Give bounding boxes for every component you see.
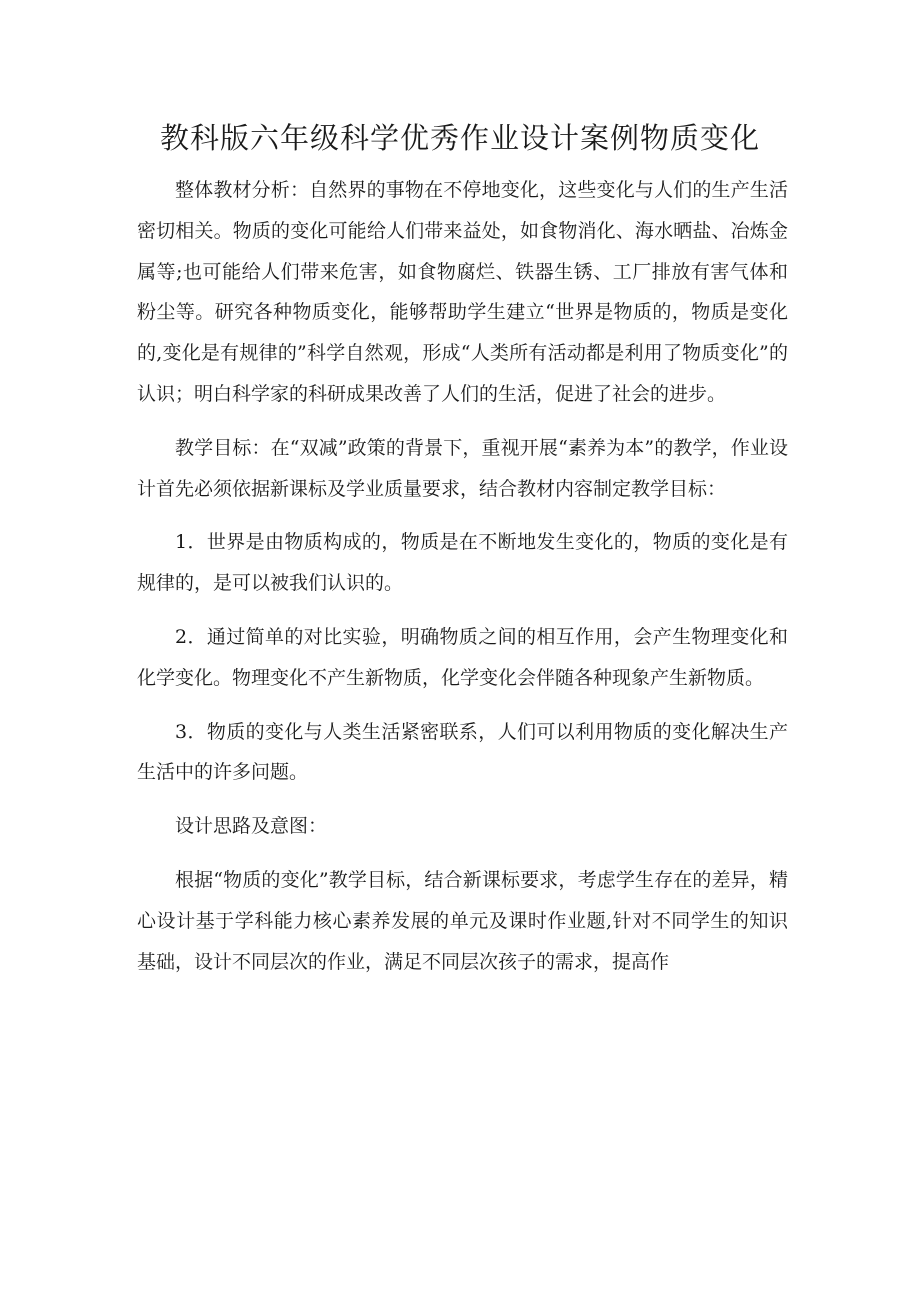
paragraph-goal-3: 3．物质的变化与人类生活紧密联系，人们可以利用物质的变化解决生产生活中的许多问题。 <box>137 720 788 784</box>
document-title: 教科版六年级科学优秀作业设计案例物质变化 <box>159 121 760 155</box>
paragraph-goal-2: 2．通过简单的对比实验，明确物质之间的相互作用，会产生物理变化和化学变化。物理变化不产生新物质，化学变化会伴随各种现象产生新物质。 <box>137 625 788 689</box>
paragraph-teaching-goals: 教学目标：在“双减”政策的背景下，重视开展“素养为本”的教学，作业设计首先必须依据新课标及学业质量要求，结合教材内容制定教学目标： <box>137 436 788 500</box>
paragraph-design-rationale: 根据“物质的变化”教学目标，结合新课标要求，考虑学生存在的差异，精心设计基于学科能力核心素养发展的单元及课时作业题,针对不同学生的知识基础，设计不同层次的作业，满足不同层次孩子的需求，提高作 <box>137 868 788 973</box>
paragraph-textbook-analysis: 整体教材分析：自然界的事物在不停地变化，这些变化与人们的生产生活密切相关。物质的变化可能给人们带来益处，如食物消化、海水晒盐、冶炼金属等;也可能给人们带来危害，如食物腐烂、铁器生锈、工厂排放有害气体和粉尘等。研究各种物质变化，能够帮助学生建立“世界是物质的，物质是变化的,变化是有规律的”科学自然观，形成“人类所有活动都是利用了物质变化”的认识；明白科学家的科研成果改善了人们的生活，促进了社会的进步。 <box>137 179 788 405</box>
paragraph-goal-1: 1．世界是由物质构成的，物质是在不断地发生变化的，物质的变化是有规律的，是可以被我们认识的。 <box>137 531 788 595</box>
paragraph-design-heading: 设计思路及意图： <box>175 815 328 838</box>
document-body <box>137 170 788 995</box>
